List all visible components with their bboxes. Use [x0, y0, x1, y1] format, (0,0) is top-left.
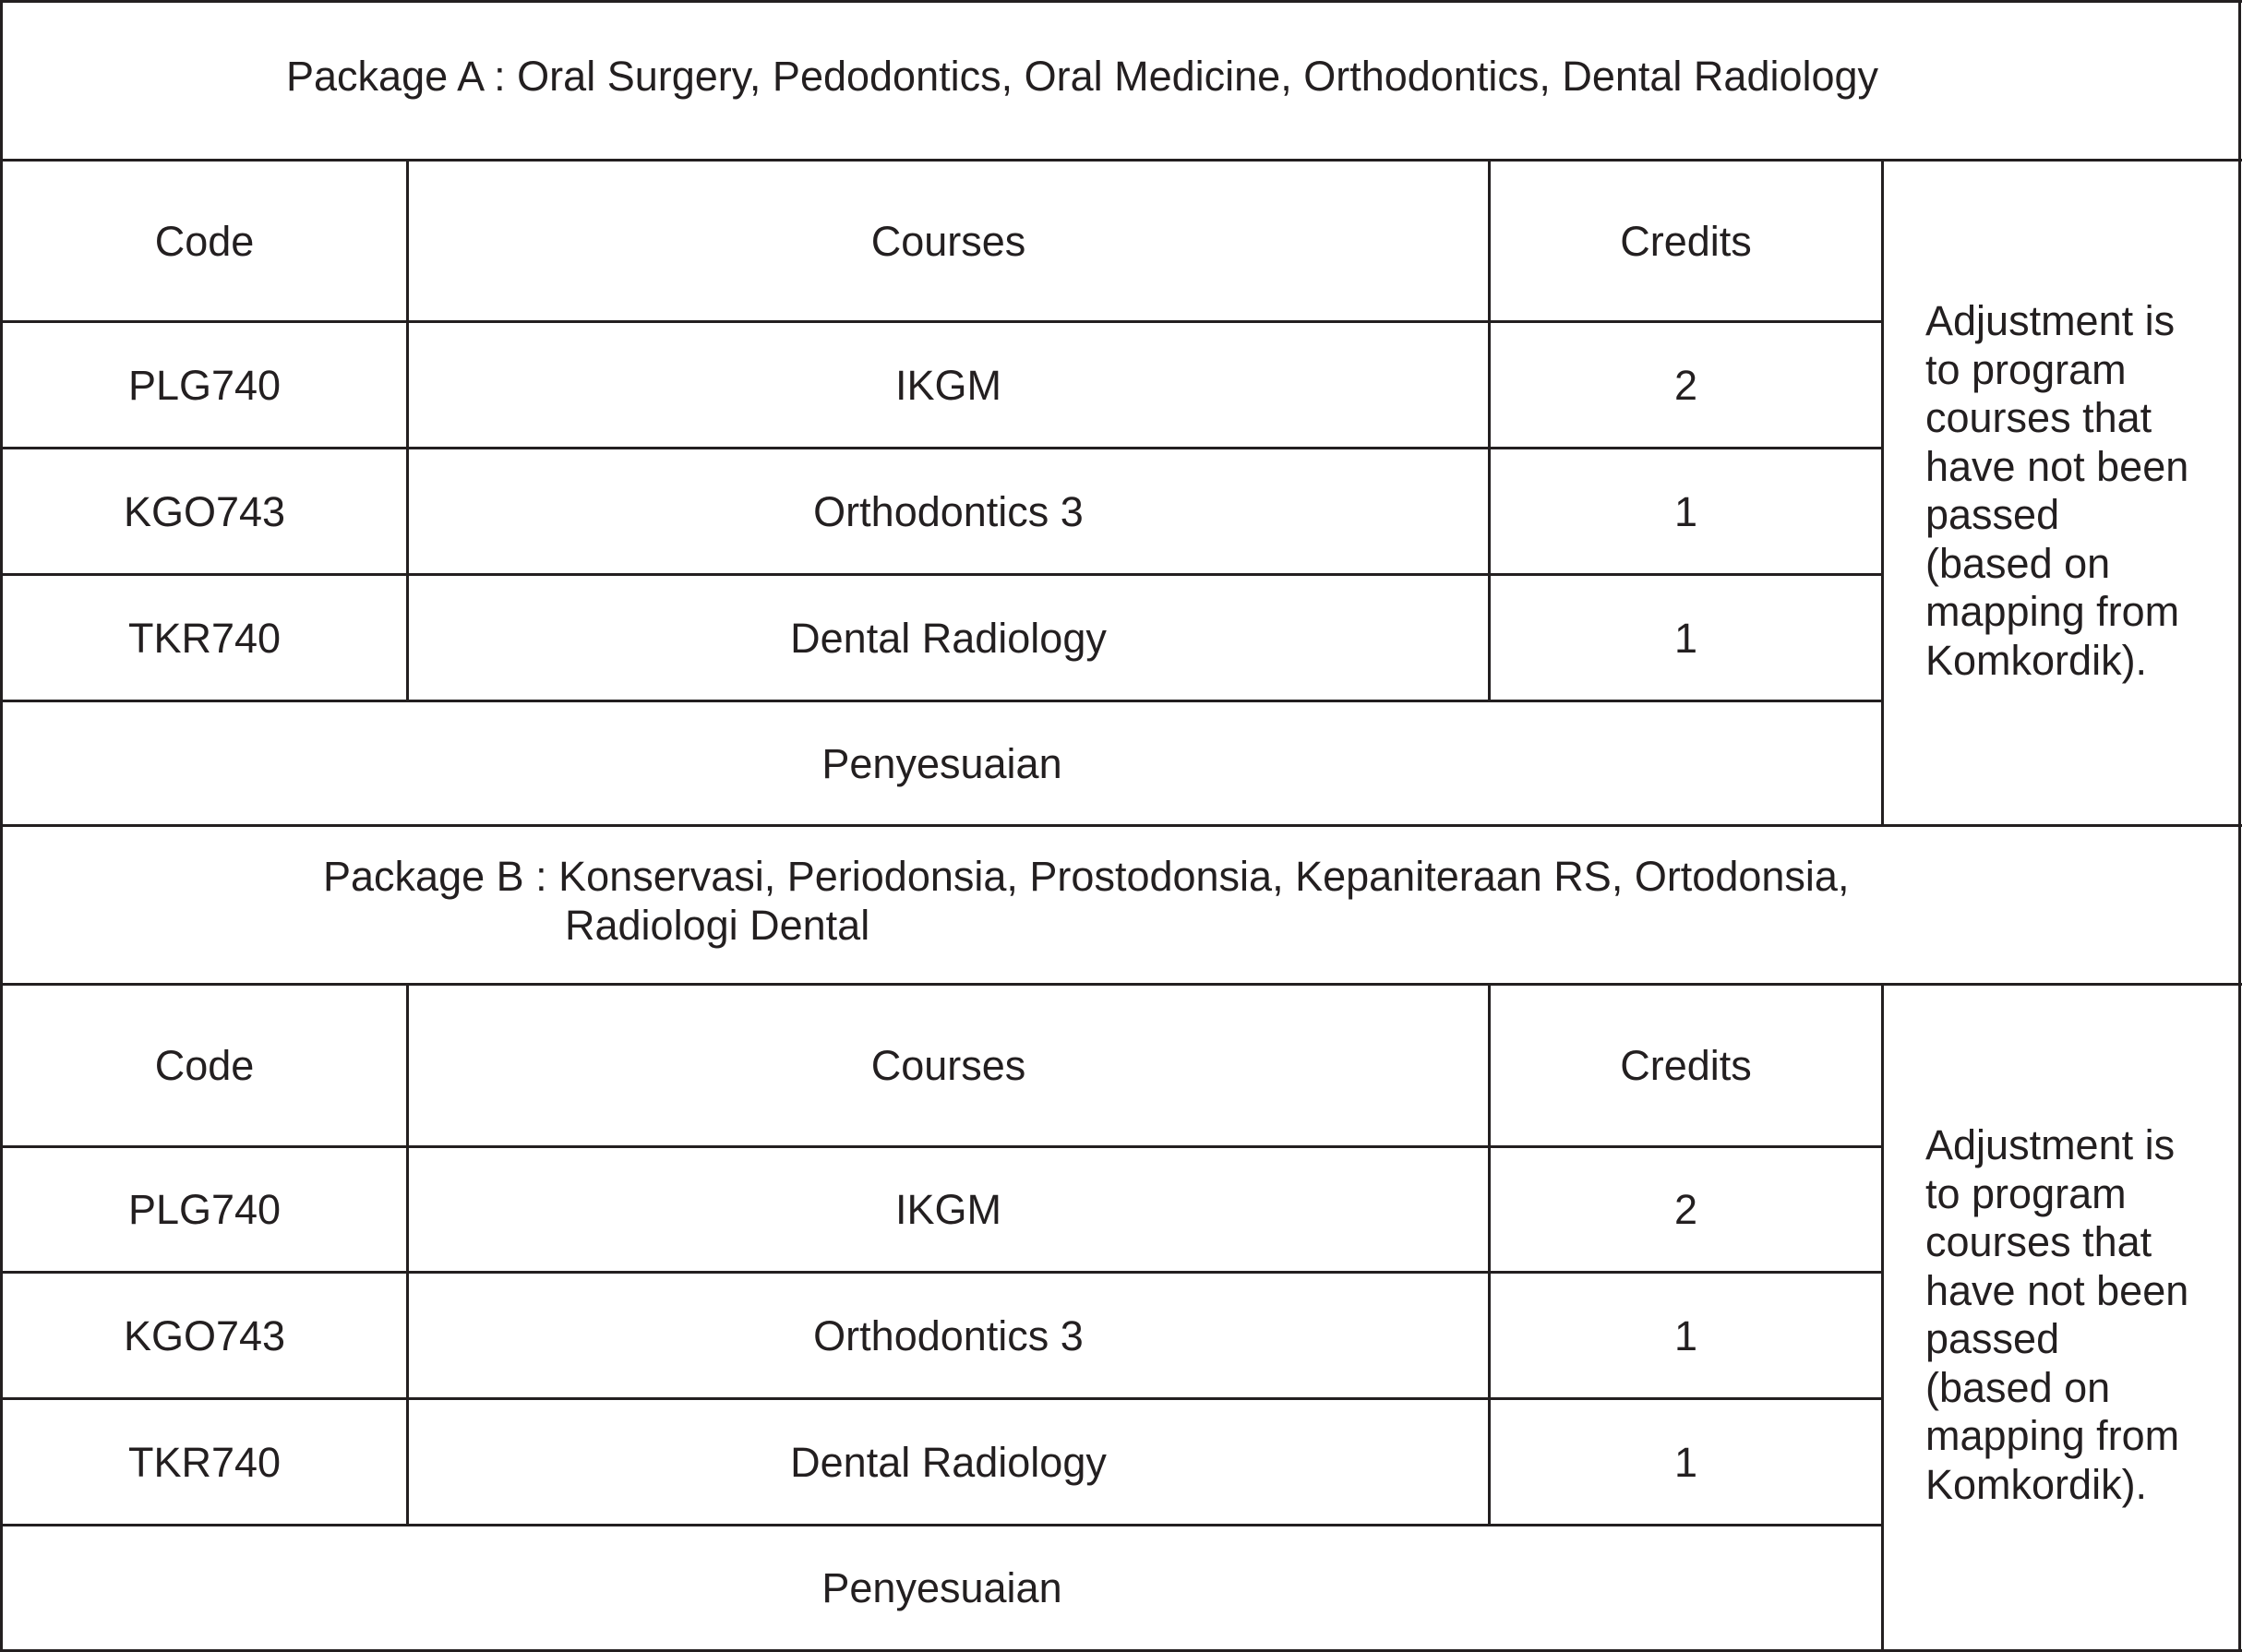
note-line: mapping from — [1925, 1412, 2180, 1459]
package-b-title — [323, 852, 1849, 950]
divider — [0, 824, 2242, 827]
note-line: Adjustment is — [1925, 1121, 2176, 1168]
cell-credits: 1 — [1673, 1311, 1698, 1359]
header-credits: Credits — [1620, 1042, 1752, 1089]
cell-credits: 2 — [1673, 361, 1698, 409]
cell-credits: 1 — [1673, 614, 1698, 662]
note-line: Adjustment is — [1925, 297, 2176, 344]
note-line: to program — [1925, 1169, 2127, 1217]
cell-credits: 1 — [1673, 487, 1698, 535]
note-line: have not been — [1925, 442, 2189, 490]
note-line: (based on — [1925, 1363, 2111, 1411]
column-divider — [1881, 983, 1884, 1652]
package-a-title — [286, 52, 1878, 101]
cell-course: Dental Radiology — [790, 614, 1107, 662]
cell-course: IKGM — [894, 1186, 1001, 1233]
cell-code: KGO743 — [123, 487, 286, 535]
note-line: mapping from — [1925, 588, 2180, 635]
cell-course: Orthodontics 3 — [813, 487, 1084, 535]
cell-course: Dental Radiology — [790, 1438, 1107, 1486]
cell-course: Orthodontics 3 — [813, 1311, 1084, 1359]
table-border-top — [0, 0, 2242, 3]
footer-penyesuaian: Penyesuaian — [821, 739, 1062, 787]
cell-course: IKGM — [894, 361, 1001, 409]
cell-credits: 2 — [1673, 1186, 1698, 1233]
package-title-line: Radiologi Dental — [565, 902, 870, 949]
note-line: passed — [1925, 491, 2060, 538]
header-code: Code — [154, 1042, 255, 1089]
cell-code: PLG740 — [127, 1186, 282, 1233]
package-title-line: Package B : Konservasi, Periodonsia, Prostodonsia, Kepaniteraan RS, Ortodonsia, — [323, 853, 1850, 900]
column-divider — [1881, 159, 1884, 826]
note-line: Komkordik). — [1925, 636, 2148, 684]
note-line: passed — [1925, 1315, 2060, 1362]
cell-code: TKR740 — [127, 1438, 282, 1486]
cell-code: TKR740 — [127, 614, 282, 662]
note-line: have not been — [1925, 1266, 2189, 1314]
note-line: (based on — [1925, 539, 2111, 587]
header-courses: Courses — [870, 1042, 1026, 1089]
note-line: courses that — [1925, 1218, 2152, 1265]
package-title-line: Package A : Oral Surgery, Pedodontics, Oral Medicine, Orthodontics, Dental Radiology — [286, 53, 1879, 100]
header-code: Code — [154, 217, 255, 265]
header-credits: Credits — [1620, 217, 1752, 265]
header-courses: Courses — [870, 217, 1026, 265]
adjustment-note — [1925, 1121, 2212, 1509]
note-line: to program — [1925, 345, 2127, 393]
cell-credits: 1 — [1673, 1438, 1698, 1486]
adjustment-note — [1925, 297, 2212, 685]
footer-penyesuaian: Penyesuaian — [821, 1564, 1062, 1611]
note-line: courses that — [1925, 394, 2152, 441]
cell-code: KGO743 — [123, 1311, 286, 1359]
cell-code: PLG740 — [127, 361, 282, 409]
note-line: Komkordik). — [1925, 1460, 2148, 1508]
